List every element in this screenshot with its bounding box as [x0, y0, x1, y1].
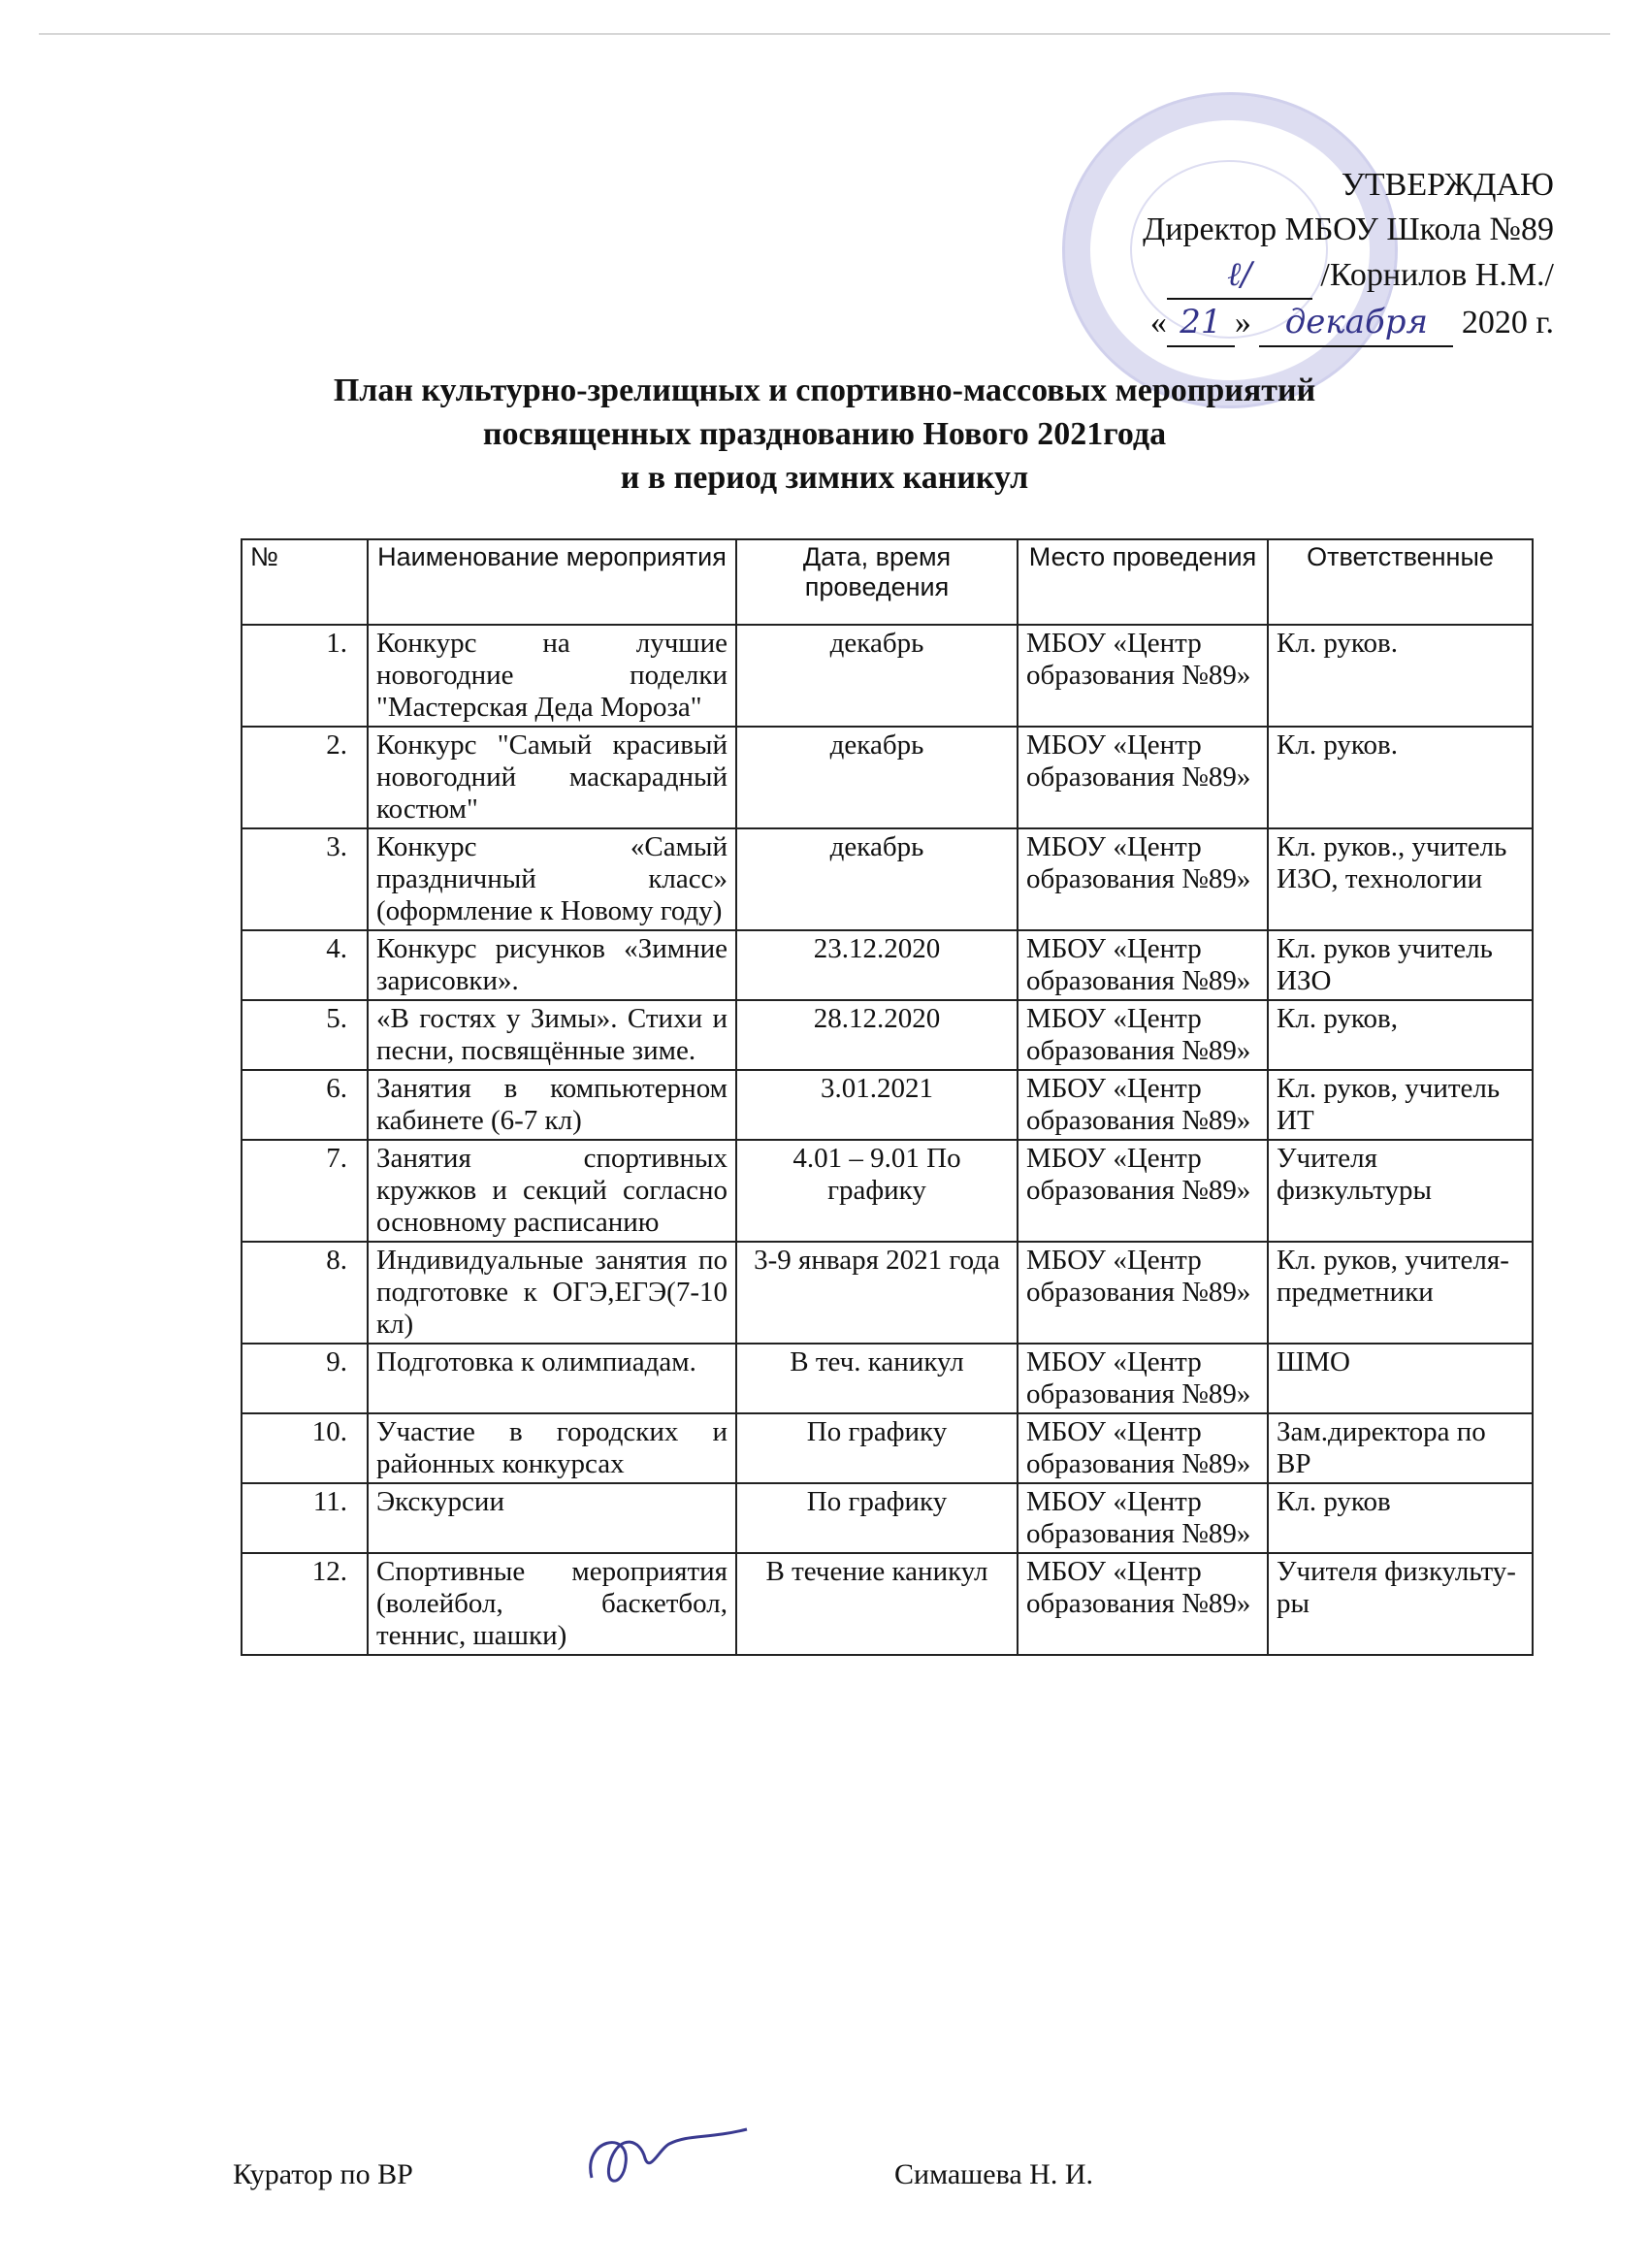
table-row [242, 828, 1533, 930]
event-date: 28.12.2020 [736, 1000, 1018, 1070]
event-responsible: Кл. руков., учитель ИЗО, технологии [1268, 828, 1533, 930]
title-line-1: План культурно-зрелищных и спортивно-массовых мероприятий [333, 373, 1316, 408]
approval-date-line [1143, 300, 1554, 347]
table-row [242, 625, 1533, 727]
curator-name: Симашева Н. И. [894, 2158, 1093, 2190]
event-date: декабрь [736, 625, 1018, 727]
row-number: 6. [242, 1070, 368, 1140]
event-place: МБОУ «Центр образования №89» [1018, 1242, 1268, 1344]
event-name: Конкурс «Самый праздничный класс» (оформление к Новому году) [368, 828, 736, 930]
curator-signature [572, 2120, 757, 2197]
event-place: МБОУ «Центр образования №89» [1018, 1070, 1268, 1140]
table-row [242, 930, 1533, 1000]
table-row [242, 1413, 1533, 1483]
header-event-name: Наименование мероприятия [368, 539, 736, 625]
director-signature: ℓ/ [1167, 252, 1312, 300]
director-name: /Корнилов Н.М./ [1320, 257, 1554, 293]
date-quote-close: » [1234, 305, 1251, 340]
row-number: 4. [242, 930, 368, 1000]
event-name: Участие в городских и районных конкурсах [368, 1413, 736, 1483]
event-place: МБОУ «Центр образования №89» [1018, 1413, 1268, 1483]
event-name: Индивидуальные занятия по подготовке к ОГЭ,ЕГЭ(7-10 кл) [368, 1242, 736, 1344]
row-number: 10. [242, 1413, 368, 1483]
event-place: МБОУ «Центр образования №89» [1018, 1344, 1268, 1413]
event-place: МБОУ «Центр образования №89» [1018, 930, 1268, 1000]
event-name: «В гостях у Зимы». Стихи и песни, посвящённые зиме. [368, 1000, 736, 1070]
event-responsible: Учителя физкульту-ры [1268, 1553, 1533, 1655]
event-place: МБОУ «Центр образования №89» [1018, 828, 1268, 930]
table-row [242, 1242, 1533, 1344]
header-number: № [242, 539, 368, 625]
table-row [242, 1344, 1533, 1413]
header-place: Место проведения [1018, 539, 1268, 625]
approval-heading: УТВЕРЖДАЮ [1341, 167, 1554, 203]
event-responsible: Кл. руков, учитель ИТ [1268, 1070, 1533, 1140]
event-responsible: Кл. руков, учителя-предметники [1268, 1242, 1533, 1344]
event-responsible: Кл. руков [1268, 1483, 1533, 1553]
row-number: 12. [242, 1553, 368, 1655]
event-responsible: Кл. руков учитель ИЗО [1268, 930, 1533, 1000]
event-responsible: ШМО [1268, 1344, 1533, 1413]
row-number: 2. [242, 727, 368, 828]
approval-position: Директор МБОУ Школа №89 [1143, 211, 1554, 247]
event-date: декабрь [736, 828, 1018, 930]
curator-label: Куратор по ВР [233, 2158, 413, 2190]
events-table [241, 538, 1534, 1656]
table-row [242, 1140, 1533, 1242]
event-place: МБОУ «Центр образования №89» [1018, 1553, 1268, 1655]
event-date: По графику [736, 1413, 1018, 1483]
event-name: Конкурс на лучшие новогодние поделки "Мастерская Деда Мороза" [368, 625, 736, 727]
title-line-3: и в период зимних каникул [620, 460, 1029, 496]
row-number: 7. [242, 1140, 368, 1242]
table-row [242, 1070, 1533, 1140]
event-date: По графику [736, 1483, 1018, 1553]
event-date: В теч. каникул [736, 1344, 1018, 1413]
row-number: 11. [242, 1483, 368, 1553]
row-number: 1. [242, 625, 368, 727]
header-responsible: Ответственные [1268, 539, 1533, 625]
event-place: МБОУ «Центр образования №89» [1018, 727, 1268, 828]
row-number: 3. [242, 828, 368, 930]
event-date: В течение каникул [736, 1553, 1018, 1655]
approval-signature-line [1143, 252, 1554, 300]
event-date: 3.01.2021 [736, 1070, 1018, 1140]
row-number: 9. [242, 1344, 368, 1413]
date-quote-open: « [1149, 305, 1167, 340]
event-responsible: Зам.директора по ВР [1268, 1413, 1533, 1483]
event-name: Занятия спортивных кружков и секций согласно основному расписанию [368, 1140, 736, 1242]
approval-month: декабря [1259, 300, 1453, 347]
document-title [0, 369, 1649, 500]
event-name: Подготовка к олимпиадам. [368, 1344, 736, 1413]
row-number: 5. [242, 1000, 368, 1070]
event-date: 4.01 – 9.01 По графику [736, 1140, 1018, 1242]
event-name: Занятия в компьютерном кабинете (6-7 кл) [368, 1070, 736, 1140]
event-place: МБОУ «Центр образования №89» [1018, 625, 1268, 727]
event-date: 23.12.2020 [736, 930, 1018, 1000]
event-responsible: Кл. руков. [1268, 625, 1533, 727]
event-name: Экскурсии [368, 1483, 736, 1553]
row-number: 8. [242, 1242, 368, 1344]
event-responsible: Учителя физкультуры [1268, 1140, 1533, 1242]
table-row [242, 1000, 1533, 1070]
table-header-row [242, 539, 1533, 625]
event-name: Конкурс "Самый красивый новогодний маскарадный костюм" [368, 727, 736, 828]
scan-edge-line [39, 33, 1610, 35]
table-row [242, 1553, 1533, 1655]
event-place: МБОУ «Центр образования №89» [1018, 1000, 1268, 1070]
approval-day: 21 [1167, 300, 1235, 347]
table-row [242, 727, 1533, 828]
title-line-2: посвященных празднованию Нового 2021года [482, 416, 1167, 452]
event-name: Спортивные мероприятия (волейбол, баскетбол, теннис, шашки) [368, 1553, 736, 1655]
event-date: декабрь [736, 727, 1018, 828]
event-place: МБОУ «Центр образования №89» [1018, 1140, 1268, 1242]
event-responsible: Кл. руков. [1268, 727, 1533, 828]
event-responsible: Кл. руков, [1268, 1000, 1533, 1070]
approval-block [1143, 163, 1554, 347]
header-date: Дата, время проведения [736, 539, 1018, 625]
approval-year: 2020 г. [1461, 305, 1554, 340]
event-name: Конкурс рисунков «Зимние зарисовки». [368, 930, 736, 1000]
event-date: 3-9 января 2021 года [736, 1242, 1018, 1344]
table-row [242, 1483, 1533, 1553]
event-place: МБОУ «Центр образования №89» [1018, 1483, 1268, 1553]
